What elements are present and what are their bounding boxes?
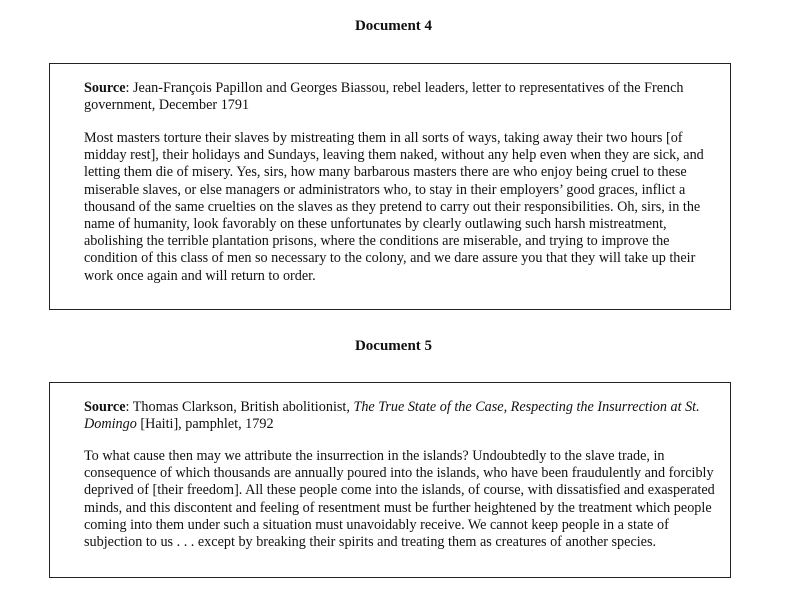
document-4-source-text: : Jean-François Papillon and Georges Biassou, rebel leaders, letter to representatives of the French government, December 1791: [84, 80, 684, 113]
document-5-source-label: Source: [84, 399, 126, 415]
document-5-body: To what cause then may we attribute the insurrection in the islands? Undoubtedly to the slave trade, in consequence of which thousands are annually poured into the islands, who have been fraudulently and forcibly deprived of [their freedom]. All these people come into the islands, of course, with dissatisfied and exasperated minds, and this discontent and feeling of resentment must be further heightened by the treatment which people coming into them under such a situation must unavoidably receive. We cannot keep people in a state of subjection to us . . . except by breaking their spirits and treating them as creatures of another species.: [84, 448, 715, 551]
document-4-heading: Document 4: [354, 18, 433, 34]
document-5-source: [84, 399, 718, 433]
document-4-box: [49, 63, 731, 310]
document-4-source-label: Source: [84, 80, 126, 96]
document-5-source-title: The True State of the Case, Respecting the Insurrection at St. Domingo: [84, 399, 700, 432]
document-5-heading: Document 5: [354, 338, 433, 354]
document-4-source: [84, 80, 718, 114]
document-5-box: [49, 382, 731, 578]
document-5-source-suffix: [Haiti], pamphlet, 1792: [136, 416, 274, 432]
document-5-source-text: : Thomas Clarkson, British abolitionist,: [125, 399, 354, 415]
document-4-body: Most masters torture their slaves by mistreating them in all sorts of ways, taking away their two hours [of midday rest], their holidays and Sundays, leaving them naked, without any help even when they are sick, and letting them die of misery. Yes, sirs, how many barbarous masters there are who enjoy being cruel to these miserable slaves, or else managers or administrators who, to stay in their employers’ good graces, inflict a thousand of the same cruelties on the slaves as they pretend to carry out their responsibilities. Oh, sirs, in the name of humanity, look favorably on these unfortunates by clearly outlawing such harsh mistreatment, abolishing the terrible plantation prisons, where the conditions are miserable, and trying to improve the condition of this class of men so necessary to the colony, and we dare assure you that they will take up their work once again and will return to order.: [84, 130, 704, 284]
